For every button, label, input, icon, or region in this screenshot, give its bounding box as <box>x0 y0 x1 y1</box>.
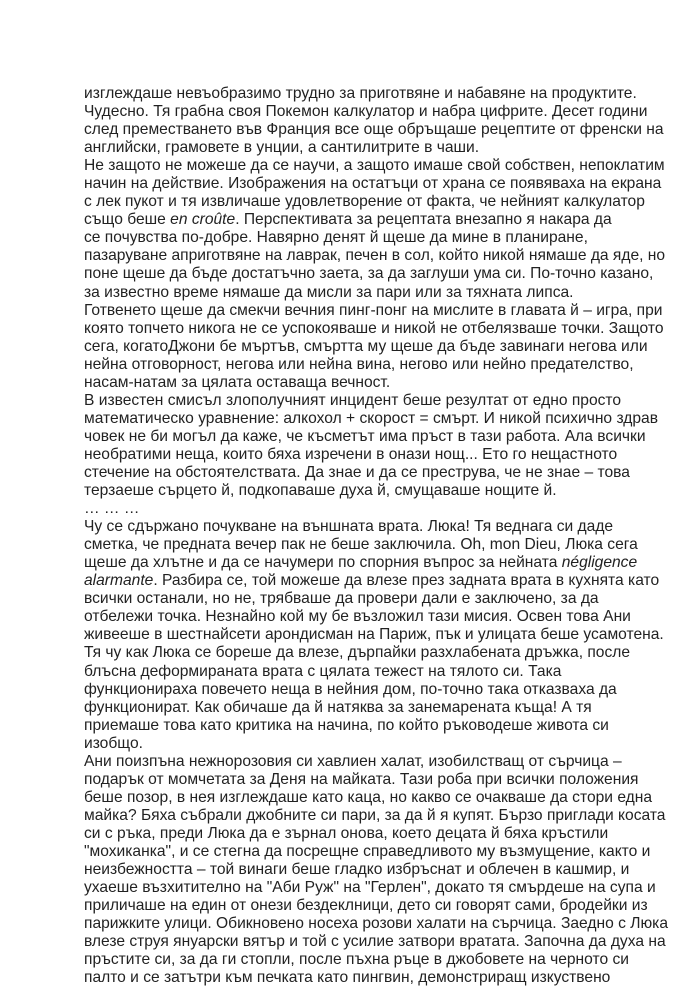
text-run: Не защото не можеше да се научи, а защото имаше свой собствен, непоклатим <box>84 157 665 175</box>
text-line <box>84 356 650 374</box>
text-run: функционираха повечето неща в нейния дом, по-точно така отказваха да <box>84 680 617 698</box>
text-line <box>84 735 650 753</box>
text-line <box>84 969 650 987</box>
text-line <box>84 446 650 464</box>
text-line <box>84 409 658 428</box>
text-run: с лек пукот и тя извличаше удовлетворение от факта, че нейният калкулатор <box>84 193 645 211</box>
text-run: си с ръка, преди Люка да е зърнал онова, което децата й бяха кръстили <box>84 824 609 842</box>
text-line <box>84 825 650 843</box>
text-line <box>84 788 653 807</box>
text-line <box>84 897 650 915</box>
text-run: начин на действие. Изображения на остатъци от храна се появяваха на екрана <box>84 175 662 193</box>
text-run: пръстите си, за да ги стопли, после пъхна ръце в джобовете на черното си <box>84 951 629 969</box>
text-run: влезе струя януарски вятър и той с усилие затвори вратата. Започна да духа на <box>84 933 666 951</box>
text-run: … … … <box>84 500 140 518</box>
text-run: . Перспективата за рецептата внезапно я накара да <box>235 211 612 229</box>
text-run: която топчето никога не се успокояваше и никой не отбелязваше точки. Защото <box>84 319 664 337</box>
text-run: Ани поизпъна нежнорозовия си хавлиен халат, изобилстващ от сърчица – <box>84 752 622 770</box>
text-run: за известно време нямаше да мисли за пари или за тяхната липса. <box>84 283 574 301</box>
text-line <box>84 554 650 572</box>
text-run: се почувства по-добре. Навярно денят й щеше да мине в планиране, <box>84 229 588 247</box>
text-run: изглеждаше невъобразимо трудно за приготвяне и набавяне на продуктите. <box>84 85 637 102</box>
text-line <box>84 229 650 247</box>
text-line <box>84 771 650 789</box>
text-line <box>84 464 650 482</box>
text-line <box>84 663 650 681</box>
text-run: "мохиканка", и се стегна да посрещне справедливото му възмущение, както и <box>84 842 651 860</box>
text-line <box>84 85 650 103</box>
italic-text-run: en croûte <box>170 211 236 229</box>
text-line <box>84 933 666 951</box>
text-run: отбележи точка. Незнайно кой му бе възложил тази мисия. Освен това Ани <box>84 608 631 626</box>
text-line <box>84 500 650 518</box>
document-page <box>84 85 668 987</box>
text-run: пазаруване априготвяне на лаврак, печен в сол, който никой нямаше да яде, но <box>84 247 666 265</box>
text-run: подарък от момчетата за Деня на майката. Тази роба при всички положения <box>84 770 639 788</box>
text-line <box>84 121 664 139</box>
text-run: човек не би могъл да каже, че късметът има пръст в тази работа. Ала всички <box>84 427 646 445</box>
text-line <box>84 482 650 500</box>
text-run: ухаеше възхитително на "Аби Руж" на "Герлен", докато тя смърдеше на супа и <box>84 879 656 897</box>
text-line <box>84 338 650 356</box>
text-line <box>84 175 662 193</box>
text-line <box>84 717 650 735</box>
text-line <box>84 915 668 933</box>
text-run: стечение на обстоятелствата. Да знае и да се преструва, че не знае – това <box>84 463 630 481</box>
text-line <box>84 699 650 717</box>
text-line <box>84 681 650 699</box>
text-run: поне щеше да бъде достатъчно заета, за да заглуши ума си. По-точно казано, <box>84 265 654 283</box>
text-run: математическо уравнение: алкохол + скорост = смърт. И никой психично здрав <box>84 409 658 427</box>
text-line <box>84 806 666 825</box>
text-line <box>84 518 650 536</box>
text-line <box>84 301 663 320</box>
text-line <box>84 193 650 211</box>
text-line <box>84 284 650 302</box>
text-run: Чудесно. Тя грабна своя Покемон калкулатор и набра цифрите. Десет години <box>84 103 648 121</box>
text-run: функционират. Как обичаше да й натяква за занемарената къща! А тя <box>84 698 592 716</box>
text-run: палто и се затътри към печката като пингвин, демонстриращ изкуствено <box>84 969 611 987</box>
italic-text-run: alarmante <box>84 572 154 590</box>
text-line <box>84 536 650 554</box>
text-run: приемаше това като критика на начина, по който ръководеше живота си <box>84 716 609 734</box>
text-line <box>84 644 650 662</box>
text-run: неизбежността – той винаги беше гладко избръснат и облечен в кашмир, и <box>84 861 630 879</box>
text-line <box>84 843 650 861</box>
text-run: необратими неща, които бяха изречени в онази нощ... Ето го нещастното <box>84 445 618 463</box>
text-line <box>84 951 650 969</box>
text-run: терзаеше сърцето й, подкопаваше духа й, смущаваше нощите й. <box>84 482 557 500</box>
text-run: блъсна деформираната врата с цялата тежест на тялото си. Така <box>84 662 562 680</box>
text-run: беше позор, в нея изглеждаше като каца, но какво се очакваше да стори една <box>84 788 653 806</box>
text-line <box>84 428 650 446</box>
text-line <box>84 590 650 608</box>
text-line <box>84 608 650 626</box>
text-run: В известен смисъл злополучният инцидент беше резултат от едно просто <box>84 391 622 409</box>
text-run: след преместването във Франция все още обръщаше рецептите от френски на <box>84 121 664 139</box>
text-line <box>84 139 650 157</box>
text-run: Чу се сдържано почукване на външната врата. Люка! Тя веднага си даде <box>84 518 614 536</box>
text-run: щеше да хлътне и да се начумери по спорния въпрос за нейната <box>84 554 562 572</box>
text-line <box>84 572 660 590</box>
text-line <box>84 753 650 771</box>
text-run: парижките улици. Обикновено носеха розови халати на сърчица. Заедно с Люка <box>84 915 668 933</box>
text-run: английски, грамовете в унции, а сантилитрите в чаши. <box>84 139 480 157</box>
text-run: всички останали, но не, трябваше да провери дали е заключено, за да <box>84 590 599 608</box>
text-run: Готвенето щеше да смекчи вечния пинг-понг на мислите в главата й – игра, при <box>84 301 663 319</box>
text-run: нейна отговорност, негова или нейна вина, негово или нейно предателство, <box>84 355 634 373</box>
text-run: живееше в шестнайсети арондисман на Париж, пък и улицата беше усамотена. <box>84 626 664 644</box>
text-line <box>84 265 654 283</box>
text-line <box>84 374 650 392</box>
italic-text-run: négligence <box>561 554 638 572</box>
text-run: майка? Бяха събрали джобните си пари, за да й я купят. Бързо приглади косата <box>84 806 666 824</box>
text-line <box>84 319 664 338</box>
text-run: Тя чу как Люка се бореше да влезе, дърпайки разхлабената дръжка, после <box>84 644 631 662</box>
text-run: изобщо. <box>84 734 143 752</box>
text-run: . Разбира се, той можеше да влезе през задната врата в кухнята като <box>153 572 660 590</box>
text-line <box>84 247 666 265</box>
text-line <box>84 103 650 121</box>
text-run: сега, когатоДжони бе мъртъв, смъртта му щеше да бъде завинаги негова или <box>84 337 648 355</box>
text-line <box>84 392 650 410</box>
text-run: приличаше на един от онези бездеклници, дето си говорят сами, бродейки из <box>84 897 648 915</box>
text-line <box>84 626 664 644</box>
text-line <box>84 879 656 897</box>
text-line <box>84 211 650 229</box>
text-run: сметка, че предната вечер пак не беше заключила. Oh, mon Dieu, Люка сега <box>84 536 638 554</box>
text-line <box>84 157 665 175</box>
text-run: също беше <box>84 211 171 229</box>
text-run: насам-натам за цялата оставаща вечност. <box>84 373 391 391</box>
text-line <box>84 861 650 879</box>
